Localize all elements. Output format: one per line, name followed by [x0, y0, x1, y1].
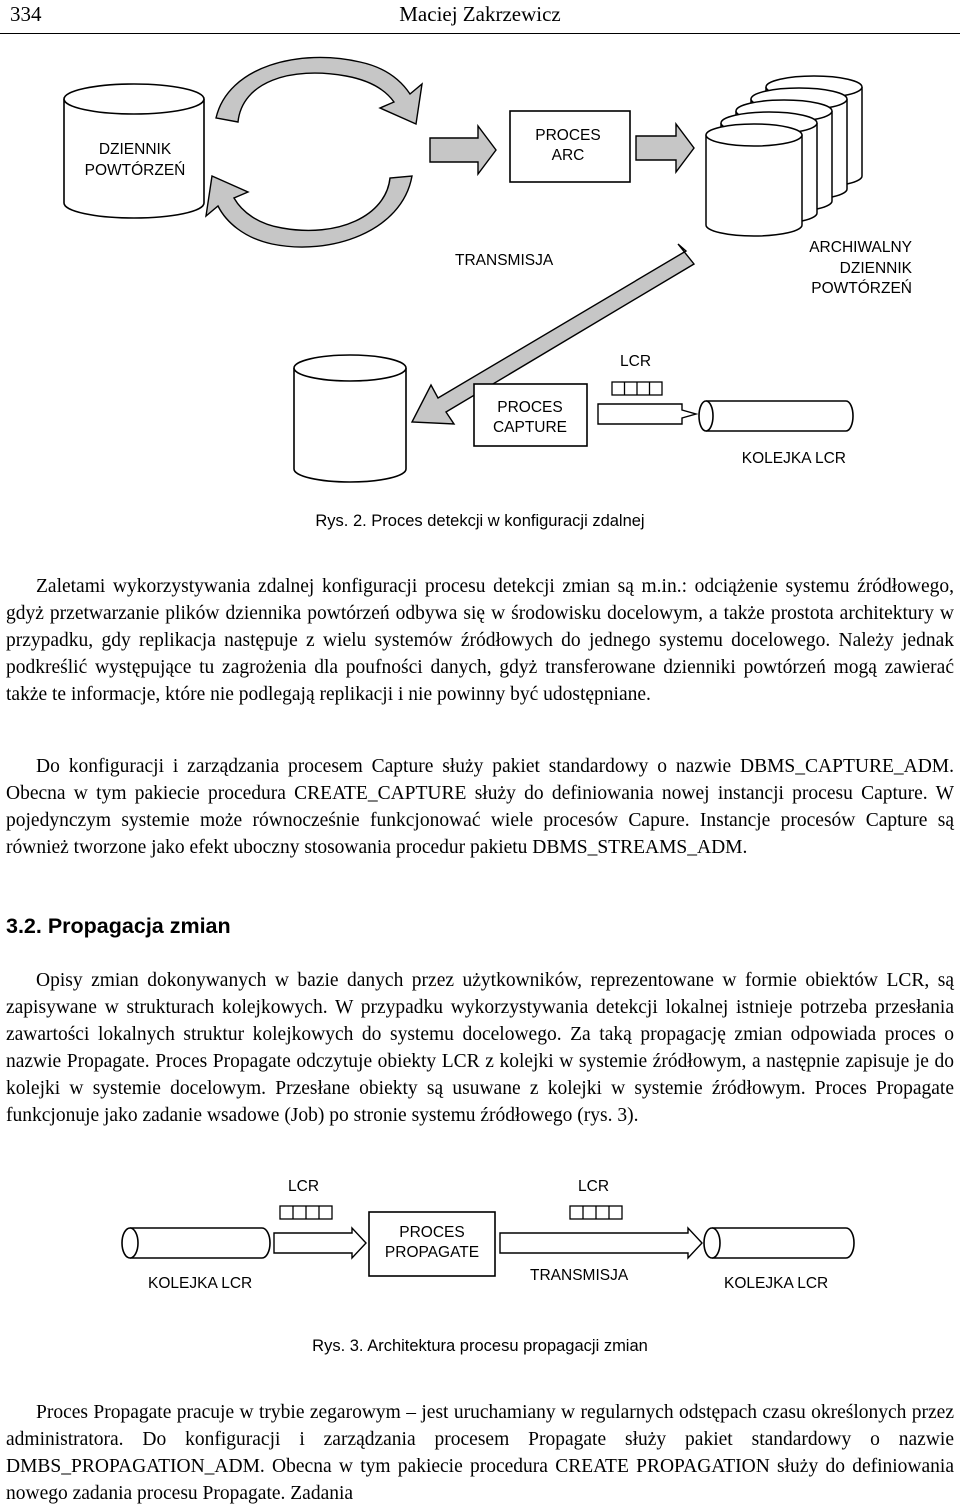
lcr-label: LCR [620, 353, 652, 370]
paragraph-2: Do konfiguracji i zarządzania procesem Capture służy pakiet standardowy o nazwie DBMS_CAPTURE_ADM. Obecna w tym pakiecie procedura CREATE_CAPTURE służy do definiowania nowej instancji procesu Capture. W pojedynczym systemie może równocześnie funkcjonować wiele procesów Capure. Instancje procesów Capture są również tworzone jako efekt uboczny stosowania procedur pakietu DBMS_STREAMS_ADM. [6, 756, 954, 858]
page-number: 334 [10, 2, 42, 26]
figure-3-caption: Rys. 3. Architektura procesu propagacji zmian [312, 1337, 648, 1355]
section-heading: 3.2. Propagacja zmian [6, 914, 231, 938]
target-redo-log-cylinder [294, 355, 406, 482]
fig3-arrow-to-target-queue [500, 1228, 702, 1258]
archive-log-stack [706, 76, 862, 236]
proces-propagate-label-line1: PROCES [399, 1224, 465, 1241]
proces-propagate-label-line2: PROPAGATE [384, 1244, 480, 1261]
arrow-to-archive [636, 124, 694, 172]
fig3-lcr-record-right [570, 1206, 622, 1219]
archive-label-line2: DZIENNIK [839, 260, 912, 277]
proces-arc-label-line1: PROCES [535, 127, 601, 144]
fig3-source-queue-label: KOLEJKA LCR [148, 1275, 253, 1292]
proces-capture-label-line2: CAPTURE [492, 419, 568, 436]
archive-label-line1: ARCHIWALNY [809, 239, 912, 256]
paragraph-3: Opisy zmian dokonywanych w bazie danych przez użytkowników, reprezentowane w formie obiektów LCR, są zapisywane w strukturach kolejkowych. W przypadku wykorzystywania detekcji lokalnej istnieje potrzeba przesłania zawartości lokalnych struktur kolejkowych do systemu docelowego. Za taką propagację zmian odpowiada proces o nazwie Propagate. Proces Propagate odczytuje obiekty LCR z kolejki w systemie źródłowym, a następnie zapisuje je do kolejki w systemie docelowym. Przesłane obiekty są usuwane z kolejki w systemie źródłowym. Proces Propagate funkcjonuje jako zadanie wsadowe (Job) po stronie systemu źródłowego (rys. 3). [6, 970, 954, 1126]
proces-capture-label-line1: PROCES [497, 399, 563, 416]
fig3-lcr-left-label: LCR [288, 1178, 320, 1195]
fig3-arrow-to-propagate [274, 1228, 366, 1258]
proces-arc-label-line2: ARC [551, 147, 585, 164]
arrow-to-queue [598, 404, 696, 424]
archive-label-line3: POWTÓRZEŃ [811, 280, 912, 297]
paragraph-1: Zaletami wykorzystywania zdalnej konfiguracji procesu detekcji zmian są m.in.: odciążenie systemu źródłowego, gdyż przetwarzanie plików dziennika powtórzeń odbywa się w środowisku docelowym, a także prostota architektury w przypadku, gdy replikacja następuje z wielu systemów źródłowych do jednego systemu docelowego. Należy jednak podkreślić występujące tu zagrożenia dla poufności danych, gdyż transferowane dzienniki powtórzeń mogą zawierać także te informacje, które nie podlegają replikacji i nie powinny być udostępniane. [6, 576, 954, 705]
figure-2-caption: Rys. 2. Proces detekcji w konfiguracji zdalnej [315, 512, 645, 530]
fig3-target-queue-label: KOLEJKA LCR [724, 1275, 829, 1292]
paragraph-4: Proces Propagate pracuje w trybie zegarowym – jest uruchamiany w regularnych odstępach czasu określonych przez administratora. Do konfiguracji i zarządzania procesem Propagate służy pakiet standardowy o nazwie DMBS_PROPAGATION_ADM. Obecna w tym pakiecie procedura CREATE PROPAGATION służy do definiowania nowego zadania procesu Propagate. Zadania [6, 1402, 954, 1504]
fig3-source-queue [122, 1228, 270, 1258]
archive-cycle-arrow-bottom [206, 176, 412, 247]
redo-log-label-line1: DZIENNIK [98, 141, 172, 158]
fig3-lcr-right-label: LCR [578, 1178, 610, 1195]
transmisja-label: TRANSMISJA [455, 252, 554, 269]
fig3-lcr-record-left [280, 1206, 332, 1219]
fig3-transmisja-label: TRANSMISJA [530, 1267, 629, 1284]
arrow-to-arc [430, 126, 496, 174]
fig3-target-queue [704, 1228, 854, 1258]
running-author: Maciej Zakrzewicz [399, 2, 561, 26]
archive-cycle-arrow-top [216, 57, 422, 124]
figure-3-diagram [0, 1160, 960, 1300]
figure-2-diagram [0, 0, 960, 490]
lcr-queue-cylinder [699, 401, 853, 431]
lcr-record-icon [612, 382, 662, 395]
lcr-queue-label: KOLEJKA LCR [741, 450, 846, 467]
redo-log-label-line2: POWTÓRZEŃ [84, 162, 186, 179]
